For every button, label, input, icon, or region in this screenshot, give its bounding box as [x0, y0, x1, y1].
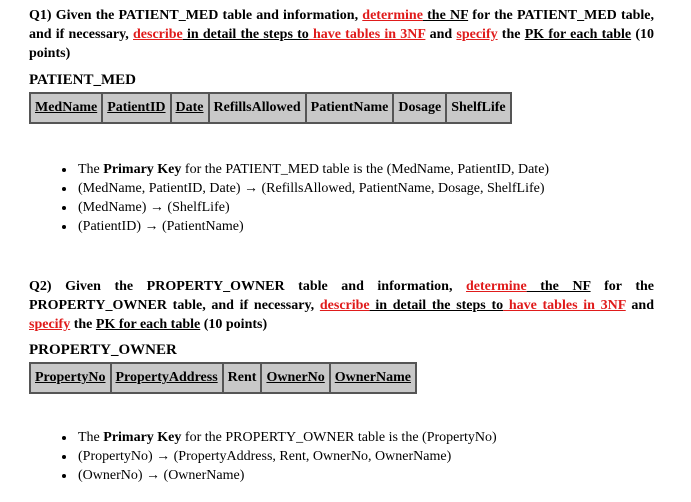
q2-mid1: for the PROPERTY_OWNER table, and if necessary, — [29, 279, 654, 313]
list-item: • (OwnerNo) → (OwnerName) — [76, 466, 497, 485]
q2-detail: in detail the steps to — [369, 298, 504, 313]
bullet-list-1 — [29, 160, 549, 236]
li-bold: Primary Key — [103, 430, 182, 445]
column-refillsallowed: RefillsAllowed — [209, 93, 306, 123]
li-post: for the PATIENT_MED table is the (MedName, PatientID, Date) — [181, 162, 550, 177]
column-ownerno: OwnerNo — [261, 363, 329, 393]
column-rent: Rent — [223, 363, 262, 393]
li-pre: The — [78, 430, 104, 445]
list-item — [76, 428, 497, 447]
column-propertyno: PropertyNo — [30, 363, 111, 393]
q2-have-3nf: have tables in 3NF — [503, 298, 626, 313]
list-item — [76, 160, 549, 179]
q1-mid1: for the PATIENT_MED table, and if necessary, — [29, 8, 654, 42]
column-medname: MedName — [30, 93, 102, 123]
list-item: • (PatientID) → (PatientName) — [76, 217, 549, 236]
column-ownername: OwnerName — [330, 363, 416, 393]
q2-suffix: (10 points) — [200, 317, 268, 332]
column-date: Date — [171, 93, 209, 123]
table1-name: PATIENT_MED — [29, 72, 136, 88]
q2-specify: specify — [29, 317, 71, 332]
q2-determine: determine — [466, 279, 527, 294]
q2-describe: describe — [319, 298, 370, 313]
q1-prefix: Q1) Given the PATIENT_MED table and information, — [29, 8, 363, 23]
table2-name: PROPERTY_OWNER — [29, 342, 177, 358]
q1-mid3: the — [497, 27, 525, 42]
column-dosage: Dosage — [393, 93, 446, 123]
q2-mid2: and — [625, 298, 655, 313]
li-pre: The — [78, 162, 104, 177]
question-1 — [29, 6, 654, 63]
q1-describe: describe — [133, 27, 183, 42]
q1-pk: PK for each table — [524, 27, 632, 42]
q1-detail: in detail the steps to — [182, 27, 309, 42]
question-2 — [29, 277, 654, 334]
q1-determine: determine — [362, 8, 423, 23]
q1-suffix: (10 points) — [29, 27, 654, 61]
list-item: • (MedName, PatientID, Date) → (RefillsAllowed, PatientName, Dosage, ShelfLife) — [76, 179, 549, 198]
q2-mid3: the — [70, 317, 96, 332]
q1-the-nf: the NF — [422, 8, 469, 23]
column-shelflife: ShelfLife — [446, 93, 510, 123]
column-patientname: PatientName — [306, 93, 394, 123]
li-post: for the PROPERTY_OWNER table is the (PropertyNo) — [181, 430, 497, 445]
q2-pk: PK for each table — [95, 317, 201, 332]
bullet-list-2 — [29, 428, 497, 485]
list-item: • (MedName) → (ShelfLife) — [76, 198, 549, 217]
li-bold: Primary Key — [103, 162, 182, 177]
q2-prefix: Q2) Given the PROPERTY_OWNER table and information, — [29, 279, 467, 294]
q1-have-3nf: have tables in 3NF — [308, 27, 426, 42]
q2-the-nf: the NF — [526, 279, 591, 294]
q1-mid2: and — [425, 27, 457, 42]
q1-specify: specify — [456, 27, 498, 42]
property-owner-table — [29, 362, 417, 394]
list-item: • (PropertyNo) → (PropertyAddress, Rent, OwnerNo, OwnerName) — [76, 447, 497, 466]
patient-med-table — [29, 92, 512, 124]
column-patientid: PatientID — [102, 93, 170, 123]
column-propertyaddress: PropertyAddress — [111, 363, 223, 393]
